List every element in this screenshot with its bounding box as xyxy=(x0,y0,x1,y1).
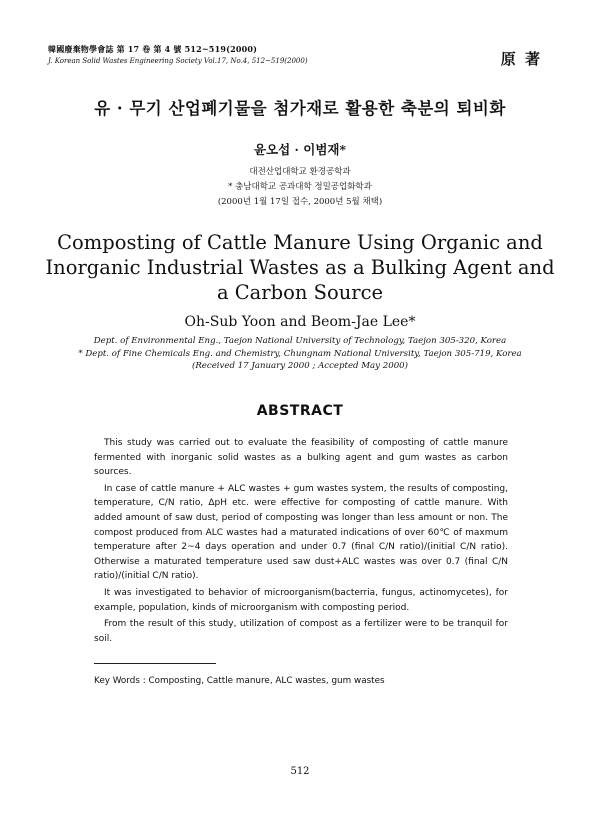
journal-header xyxy=(48,44,308,65)
keywords-label: Key Words : xyxy=(94,676,146,686)
abstract-paragraph: This study was carried out to evaluate the feasibility of composting of cattle manure fermented with inorganic solid wastes as a bulking agent and gum wastes as carbon sources. xyxy=(94,438,508,478)
korean-authors: 윤오섭 · 이범재* xyxy=(253,142,347,157)
korean-affiliations xyxy=(0,165,600,210)
korean-title: 유 · 무기 산업폐기물을 첨가재로 활용한 축분의 퇴비화 xyxy=(94,99,506,118)
english-affiliation-1: Dept. of Environmental Eng., Taejon National University of Technology, Taejon 305-320, Korea xyxy=(93,336,507,346)
journal-citation-korean: 韓國廢棄物學會誌 第 17 卷 第 4 號 512~519(2000) xyxy=(48,44,258,54)
journal-citation-english: J. Korean Solid Wastes Engineering Society Vol.17, No.4, 512~519(2000) xyxy=(48,57,308,65)
english-affiliations xyxy=(35,335,565,373)
korean-affiliation-2: * 충남대학교 공과대학 정밀공업화학과 xyxy=(228,182,372,192)
abstract-heading: ABSTRACT xyxy=(256,403,344,419)
abstract-paragraph: It was investigated to behavior of microorganism(bacterria, fungus, actinomycetes), for example, population, kinds of microorganism with composting period. xyxy=(94,587,508,613)
paper-type-label: 原 著 xyxy=(500,50,542,68)
abstract-body xyxy=(94,436,508,646)
english-title: Composting of Cattle Manure Using Organic and Inorganic Industrial Wastes as a Bulking Agent and a Carbon Source xyxy=(45,231,555,304)
korean-affiliation-1: 대전산업대학교 환경공학과 xyxy=(249,167,351,177)
keywords-divider xyxy=(94,663,216,664)
english-affiliation-2: * Dept. of Fine Chemicals Eng. and Chemistry, Chungnam National University, Taejon 305-719, Korea xyxy=(78,348,522,359)
korean-dates: (2000년 1월 17일 접수, 2000년 5월 채택) xyxy=(217,197,383,207)
abstract-paragraph: In case of cattle manure + ALC wastes + gum wastes system, the results of composting, temperature, C/N ratio, ΔpH etc. were effective for composting of cattle manure. With added amount of saw dust, period of composting was longer than less amount or non. The compost produced from ALC wastes had a maturated indications of over 60℃ of maxmum temperature after 2~4 days operation and under 0.7 (final C/N ratio)/(initial C/N ratio). Otherwise a maturated temperature used saw dust+ALC wastes was over 0.7 (final C/N ratio)/(initial C/N ratio). xyxy=(94,483,508,582)
english-dates: (Received 17 January 2000 ; Accepted May 2000) xyxy=(191,361,408,371)
abstract-paragraph: From the result of this study, utilization of compost as a fertilizer were to be tranquil for soil. xyxy=(94,619,508,644)
page-number: 512 xyxy=(290,766,310,777)
keywords-text: Composting, Cattle manure, ALC wastes, gum wastes xyxy=(148,676,385,686)
english-authors: Oh-Sub Yoon and Beom-Jae Lee* xyxy=(184,314,416,330)
keywords xyxy=(94,676,385,686)
